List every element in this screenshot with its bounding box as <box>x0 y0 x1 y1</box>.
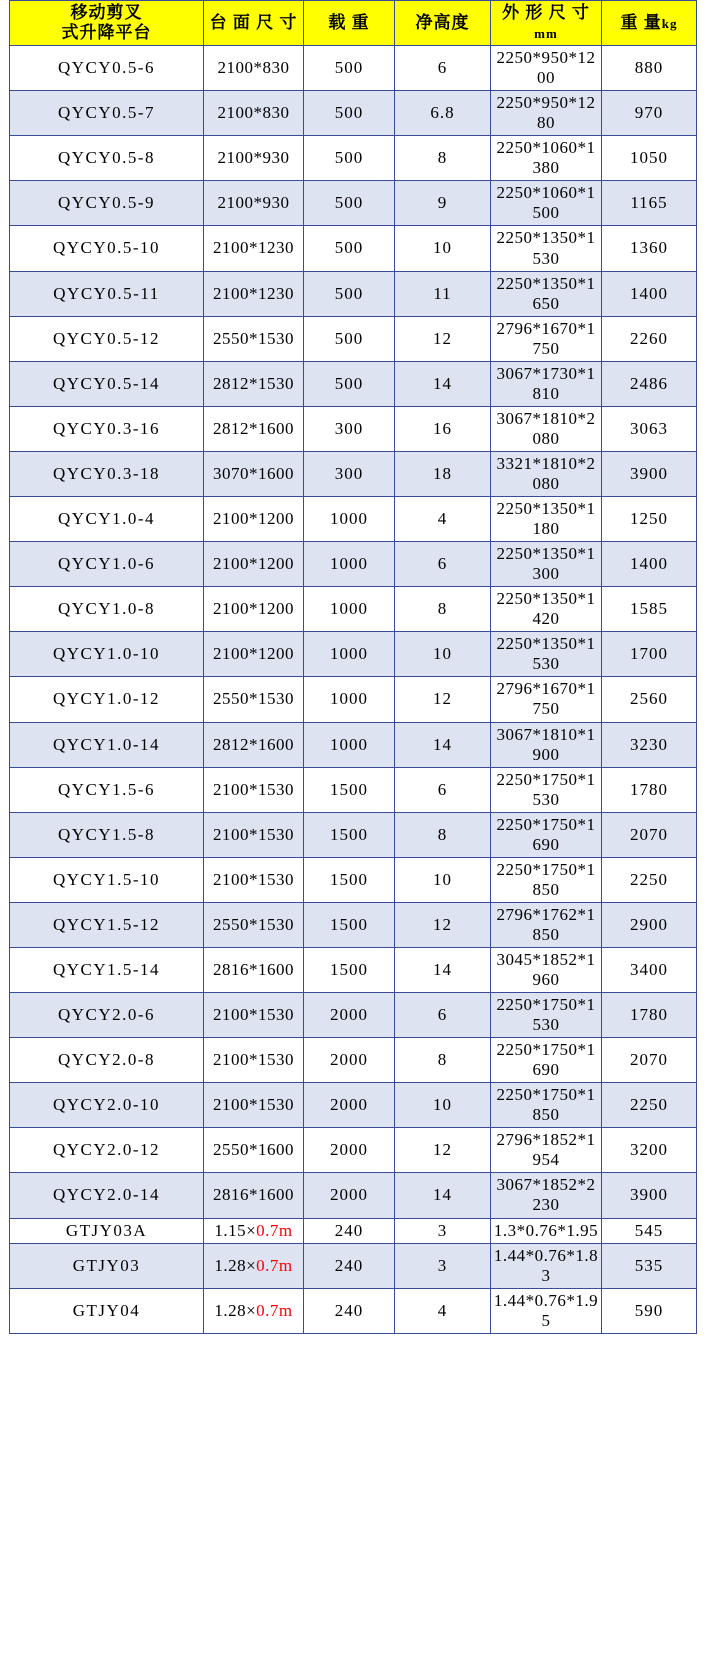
table-row <box>10 181 697 226</box>
platform-size-red: 0.7m <box>256 1220 293 1240</box>
cell-overall-size: 2250*1750*1690 <box>491 812 602 857</box>
table-row <box>10 136 697 181</box>
header-title-line2: 式升降平台 <box>61 23 152 43</box>
cell-model: QYCY1.0-14 <box>10 722 204 767</box>
cell-load: 300 <box>304 406 395 451</box>
cell-net-height: 14 <box>395 361 491 406</box>
cell-weight: 3900 <box>602 1173 697 1218</box>
table-row <box>10 857 697 902</box>
table-row <box>10 91 697 136</box>
cell-net-height: 12 <box>395 1128 491 1173</box>
cell-weight: 1050 <box>602 136 697 181</box>
cell-platform-size: 2100*1230 <box>204 271 304 316</box>
cell-overall-size: 2250*1060*1380 <box>491 136 602 181</box>
cell-net-height: 4 <box>395 1288 491 1333</box>
cell-load: 500 <box>304 46 395 91</box>
cell-overall-size: 2250*1060*1500 <box>491 181 602 226</box>
cell-net-height: 8 <box>395 1038 491 1083</box>
cell-net-height: 10 <box>395 1083 491 1128</box>
cell-platform-size: 2100*1530 <box>204 812 304 857</box>
cell-load: 2000 <box>304 1128 395 1173</box>
header-overall-size-unit: mm <box>534 26 558 42</box>
cell-load: 500 <box>304 136 395 181</box>
cell-overall-size: 2250*1350*1180 <box>491 497 602 542</box>
cell-overall-size: 2250*1350*1650 <box>491 271 602 316</box>
cell-net-height: 10 <box>395 632 491 677</box>
cell-model: QYCY1.5-6 <box>10 767 204 812</box>
cell-load: 500 <box>304 226 395 271</box>
cell-model: QYCY1.5-8 <box>10 812 204 857</box>
table-row <box>10 993 697 1038</box>
table-row <box>10 767 697 812</box>
cell-net-height: 18 <box>395 451 491 496</box>
cell-platform-size: 2100*1200 <box>204 542 304 587</box>
cell-net-height: 14 <box>395 1173 491 1218</box>
cell-model: QYCY0.5-10 <box>10 226 204 271</box>
cell-net-height: 9 <box>395 181 491 226</box>
cell-weight: 3900 <box>602 451 697 496</box>
cell-net-height: 6 <box>395 46 491 91</box>
cell-model: QYCY0.3-18 <box>10 451 204 496</box>
cell-platform-size: 2100*830 <box>204 91 304 136</box>
table-row <box>10 542 697 587</box>
cell-load: 1500 <box>304 812 395 857</box>
cell-load: 500 <box>304 181 395 226</box>
cell-weight: 3400 <box>602 947 697 992</box>
cell-net-height: 14 <box>395 947 491 992</box>
cell-overall-size: 2250*1750*1850 <box>491 1083 602 1128</box>
table-row <box>10 1038 697 1083</box>
cell-model: QYCY1.5-14 <box>10 947 204 992</box>
platform-size-black: 1.15× <box>214 1220 257 1240</box>
cell-weight: 3200 <box>602 1128 697 1173</box>
header-overall-size-label: 外 形 尺 寸 <box>502 3 590 22</box>
cell-platform-size: 2100*1200 <box>204 632 304 677</box>
cell-net-height: 16 <box>395 406 491 451</box>
cell-net-height: 12 <box>395 677 491 722</box>
cell-model: QYCY2.0-14 <box>10 1173 204 1218</box>
cell-weight: 2260 <box>602 316 697 361</box>
cell-load: 240 <box>304 1243 395 1288</box>
table-body <box>10 46 697 1334</box>
table-row <box>10 947 697 992</box>
cell-platform-size: 2550*1530 <box>204 316 304 361</box>
cell-weight: 880 <box>602 46 697 91</box>
cell-model: QYCY0.5-9 <box>10 181 204 226</box>
cell-overall-size: 2796*1670*1750 <box>491 316 602 361</box>
cell-model: QYCY1.0-12 <box>10 677 204 722</box>
cell-platform-size <box>204 1218 304 1243</box>
table-row <box>10 1288 697 1333</box>
table-row <box>10 812 697 857</box>
cell-overall-size: 1.44*0.76*1.83 <box>491 1243 602 1288</box>
cell-overall-size: 2250*950*1280 <box>491 91 602 136</box>
cell-weight: 535 <box>602 1243 697 1288</box>
cell-platform-size: 2550*1530 <box>204 902 304 947</box>
cell-load: 1500 <box>304 947 395 992</box>
cell-model: GTJY03 <box>10 1243 204 1288</box>
table-row <box>10 677 697 722</box>
cell-weight: 1250 <box>602 497 697 542</box>
cell-load: 1500 <box>304 902 395 947</box>
cell-overall-size: 3067*1810*2080 <box>491 406 602 451</box>
cell-load: 240 <box>304 1288 395 1333</box>
cell-overall-size: 3045*1852*1960 <box>491 947 602 992</box>
cell-weight: 2250 <box>602 1083 697 1128</box>
cell-model: QYCY1.5-12 <box>10 902 204 947</box>
cell-net-height: 6.8 <box>395 91 491 136</box>
table-row <box>10 361 697 406</box>
platform-size-black: 1.28× <box>214 1255 257 1275</box>
cell-overall-size: 3067*1810*1900 <box>491 722 602 767</box>
cell-platform-size: 2816*1600 <box>204 947 304 992</box>
cell-platform-size: 2100*1530 <box>204 767 304 812</box>
table-row <box>10 226 697 271</box>
table-row <box>10 1243 697 1288</box>
cell-load: 1000 <box>304 722 395 767</box>
cell-platform-size: 2100*1530 <box>204 1038 304 1083</box>
cell-platform-size: 2100*930 <box>204 136 304 181</box>
cell-load: 500 <box>304 316 395 361</box>
cell-net-height: 6 <box>395 767 491 812</box>
cell-load: 300 <box>304 451 395 496</box>
cell-net-height: 6 <box>395 542 491 587</box>
header-weight <box>602 1 697 46</box>
platform-size-black: 1.28× <box>214 1300 257 1320</box>
cell-load: 500 <box>304 91 395 136</box>
table-row <box>10 1128 697 1173</box>
table-row <box>10 632 697 677</box>
cell-weight: 2486 <box>602 361 697 406</box>
cell-overall-size: 2250*1350*1530 <box>491 226 602 271</box>
cell-load: 2000 <box>304 1173 395 1218</box>
cell-platform-size: 2100*1530 <box>204 857 304 902</box>
table-row <box>10 271 697 316</box>
cell-load: 1000 <box>304 497 395 542</box>
cell-model: GTJY04 <box>10 1288 204 1333</box>
cell-overall-size: 3067*1730*1810 <box>491 361 602 406</box>
cell-model: GTJY03A <box>10 1218 204 1243</box>
cell-weight: 3063 <box>602 406 697 451</box>
cell-weight: 2250 <box>602 857 697 902</box>
cell-model: QYCY1.0-8 <box>10 587 204 632</box>
cell-overall-size: 2250*1750*1530 <box>491 993 602 1038</box>
cell-overall-size: 2250*1350*1300 <box>491 542 602 587</box>
cell-net-height: 14 <box>395 722 491 767</box>
cell-weight: 2560 <box>602 677 697 722</box>
cell-load: 500 <box>304 271 395 316</box>
table-row <box>10 451 697 496</box>
cell-model: QYCY0.5-6 <box>10 46 204 91</box>
cell-platform-size: 2100*1530 <box>204 1083 304 1128</box>
cell-weight: 2900 <box>602 902 697 947</box>
cell-model: QYCY0.5-14 <box>10 361 204 406</box>
cell-net-height: 8 <box>395 587 491 632</box>
cell-load: 1000 <box>304 587 395 632</box>
cell-platform-size: 3070*1600 <box>204 451 304 496</box>
cell-model: QYCY0.5-7 <box>10 91 204 136</box>
cell-overall-size: 1.44*0.76*1.95 <box>491 1288 602 1333</box>
header-net-height: 净高度 <box>395 1 491 46</box>
header-platform-size: 台 面 尺 寸 <box>204 1 304 46</box>
cell-overall-size: 3321*1810*2080 <box>491 451 602 496</box>
cell-platform-size: 2812*1600 <box>204 722 304 767</box>
cell-load: 2000 <box>304 993 395 1038</box>
cell-overall-size: 2250*1350*1530 <box>491 632 602 677</box>
cell-overall-size: 2250*1750*1530 <box>491 767 602 812</box>
table-row <box>10 722 697 767</box>
cell-net-height: 11 <box>395 271 491 316</box>
cell-net-height: 12 <box>395 902 491 947</box>
cell-model: QYCY0.5-8 <box>10 136 204 181</box>
cell-overall-size: 2796*1762*1850 <box>491 902 602 947</box>
cell-weight: 3230 <box>602 722 697 767</box>
table-header <box>10 1 697 46</box>
cell-platform-size: 2550*1530 <box>204 677 304 722</box>
cell-weight: 1780 <box>602 993 697 1038</box>
cell-overall-size: 2796*1852*1954 <box>491 1128 602 1173</box>
cell-platform-size: 2550*1600 <box>204 1128 304 1173</box>
cell-model: QYCY0.3-16 <box>10 406 204 451</box>
cell-overall-size: 1.3*0.76*1.95 <box>491 1218 602 1243</box>
cell-weight: 590 <box>602 1288 697 1333</box>
table-row <box>10 497 697 542</box>
header-weight-unit: kg <box>661 16 678 32</box>
table-row <box>10 1083 697 1128</box>
cell-platform-size: 2100*1530 <box>204 993 304 1038</box>
cell-net-height: 3 <box>395 1218 491 1243</box>
cell-net-height: 8 <box>395 136 491 181</box>
cell-model: QYCY2.0-6 <box>10 993 204 1038</box>
cell-load: 1500 <box>304 857 395 902</box>
cell-weight: 1400 <box>602 542 697 587</box>
cell-net-height: 10 <box>395 226 491 271</box>
cell-platform-size: 2816*1600 <box>204 1173 304 1218</box>
table-row <box>10 316 697 361</box>
cell-model: QYCY2.0-10 <box>10 1083 204 1128</box>
cell-net-height: 8 <box>395 812 491 857</box>
table-row <box>10 406 697 451</box>
cell-platform-size: 2100*1200 <box>204 497 304 542</box>
cell-load: 1000 <box>304 677 395 722</box>
cell-weight: 1360 <box>602 226 697 271</box>
cell-overall-size: 2250*1750*1690 <box>491 1038 602 1083</box>
cell-weight: 970 <box>602 91 697 136</box>
table-row <box>10 46 697 91</box>
cell-net-height: 4 <box>395 497 491 542</box>
cell-load: 500 <box>304 361 395 406</box>
cell-platform-size: 2100*1200 <box>204 587 304 632</box>
header-weight-label: 重 量 <box>620 13 662 33</box>
cell-load: 1500 <box>304 767 395 812</box>
cell-weight: 1400 <box>602 271 697 316</box>
cell-weight: 2070 <box>602 1038 697 1083</box>
cell-model: QYCY1.0-4 <box>10 497 204 542</box>
cell-platform-size <box>204 1288 304 1333</box>
cell-net-height: 12 <box>395 316 491 361</box>
cell-weight: 2070 <box>602 812 697 857</box>
cell-model: QYCY0.5-11 <box>10 271 204 316</box>
cell-model: QYCY2.0-12 <box>10 1128 204 1173</box>
cell-load: 2000 <box>304 1083 395 1128</box>
cell-platform-size: 2812*1600 <box>204 406 304 451</box>
cell-load: 2000 <box>304 1038 395 1083</box>
table-row <box>10 1173 697 1218</box>
cell-platform-size <box>204 1243 304 1288</box>
cell-platform-size: 2812*1530 <box>204 361 304 406</box>
cell-weight: 1700 <box>602 632 697 677</box>
cell-weight: 1165 <box>602 181 697 226</box>
cell-net-height: 3 <box>395 1243 491 1288</box>
header-overall-size <box>491 1 602 46</box>
cell-weight: 1780 <box>602 767 697 812</box>
cell-platform-size: 2100*930 <box>204 181 304 226</box>
header-title-line1: 移动剪叉 <box>70 3 143 22</box>
cell-overall-size: 2250*1750*1850 <box>491 857 602 902</box>
cell-overall-size: 2250*950*1200 <box>491 46 602 91</box>
table-row <box>10 902 697 947</box>
cell-platform-size: 2100*1230 <box>204 226 304 271</box>
cell-model: QYCY1.0-6 <box>10 542 204 587</box>
cell-load: 1000 <box>304 632 395 677</box>
cell-overall-size: 2250*1350*1420 <box>491 587 602 632</box>
cell-overall-size: 2796*1670*1750 <box>491 677 602 722</box>
platform-size-red: 0.7m <box>256 1255 293 1275</box>
platform-size-red: 0.7m <box>256 1300 293 1320</box>
cell-model: QYCY0.5-12 <box>10 316 204 361</box>
cell-net-height: 10 <box>395 857 491 902</box>
header-load: 载 重 <box>304 1 395 46</box>
table-row <box>10 1218 697 1243</box>
table-row <box>10 587 697 632</box>
cell-load: 240 <box>304 1218 395 1243</box>
specification-table <box>9 0 697 1334</box>
cell-net-height: 6 <box>395 993 491 1038</box>
cell-model: QYCY2.0-8 <box>10 1038 204 1083</box>
cell-platform-size: 2100*830 <box>204 46 304 91</box>
cell-weight: 545 <box>602 1218 697 1243</box>
cell-weight: 1585 <box>602 587 697 632</box>
header-title <box>10 1 204 46</box>
cell-model: QYCY1.0-10 <box>10 632 204 677</box>
cell-overall-size: 3067*1852*2230 <box>491 1173 602 1218</box>
cell-model: QYCY1.5-10 <box>10 857 204 902</box>
cell-load: 1000 <box>304 542 395 587</box>
